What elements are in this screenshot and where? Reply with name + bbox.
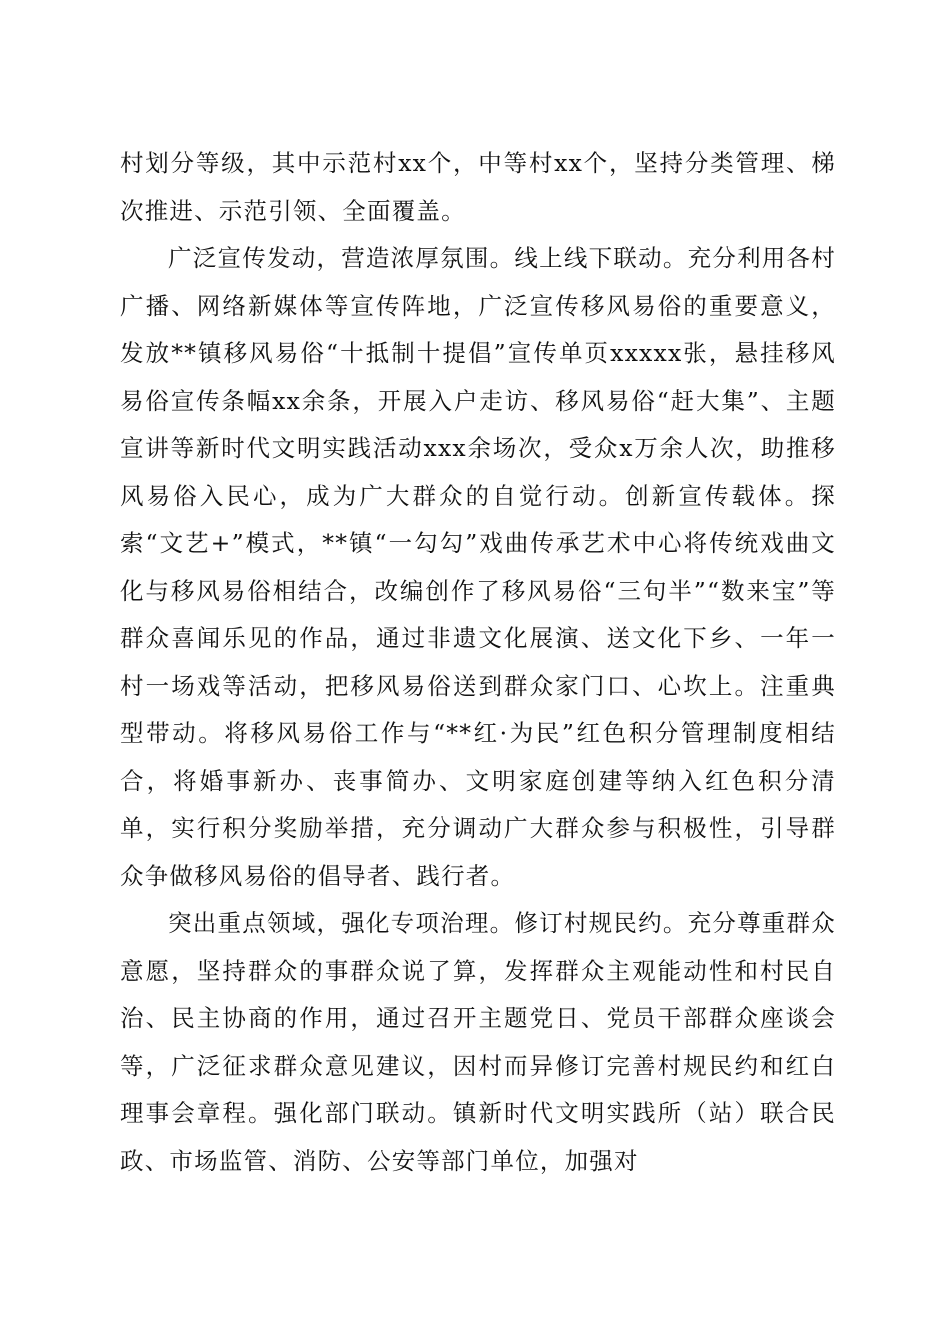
- paragraph-publicity: 广泛宣传发动，营造浓厚氛围。线上线下联动。充分利用各村广播、网络新媒体等宣传阵地，广泛宣传移风易俗的重要意义，发放**镇移风易俗“十抵制十提倡”宣传单页xxxxx张，悬挂移风易俗宣传条幅xx余条，开展入户走访、移风易俗“赶大集”、主题宣讲等新时代文明实践活动xxx余场次，受众x万余人次，助推移风易俗入民心，成为广大群众的自觉行动。创新宣传载体。探索“文艺+”模式，**镇“一勾勾”戏曲传承艺术中心将传统戏曲文化与移风易俗相结合，改编创作了移风易俗“三句半”“数来宝”等群众喜闻乐见的作品，通过非遗文化展演、送文化下乡、一年一村一场戏等活动，把移风易俗送到群众家门口、心坎上。注重典型带动。将移风易俗工作与“**红·为民”红色积分管理制度相结合，将婚事新办、丧事简办、文明家庭创建等纳入红色积分清单，实行积分奖励举措，充分调动广大群众参与积极性，引导群众争做移风易俗的倡导者、践行者。: [120, 244, 836, 890]
- paragraph-continuation: 村划分等级，其中示范村xx个，中等村xx个，坚持分类管理、梯次推进、示范引领、全面覆盖。: [120, 149, 836, 225]
- paragraph-governance: 突出重点领域，强化专项治理。修订村规民约。充分尊重群众意愿，坚持群众的事群众说了算，发挥群众主观能动性和村民自治、民主协商的作用，通过召开主题党日、党员干部群众座谈会等，广泛征求群众意见建议，因村而异修订完善村规民约和红白理事会章程。强化部门联动。镇新时代文明实践所（站）联合民政、市场监管、消防、公安等部门单位，加强对: [120, 909, 836, 1175]
- document-body: [120, 140, 836, 1185]
